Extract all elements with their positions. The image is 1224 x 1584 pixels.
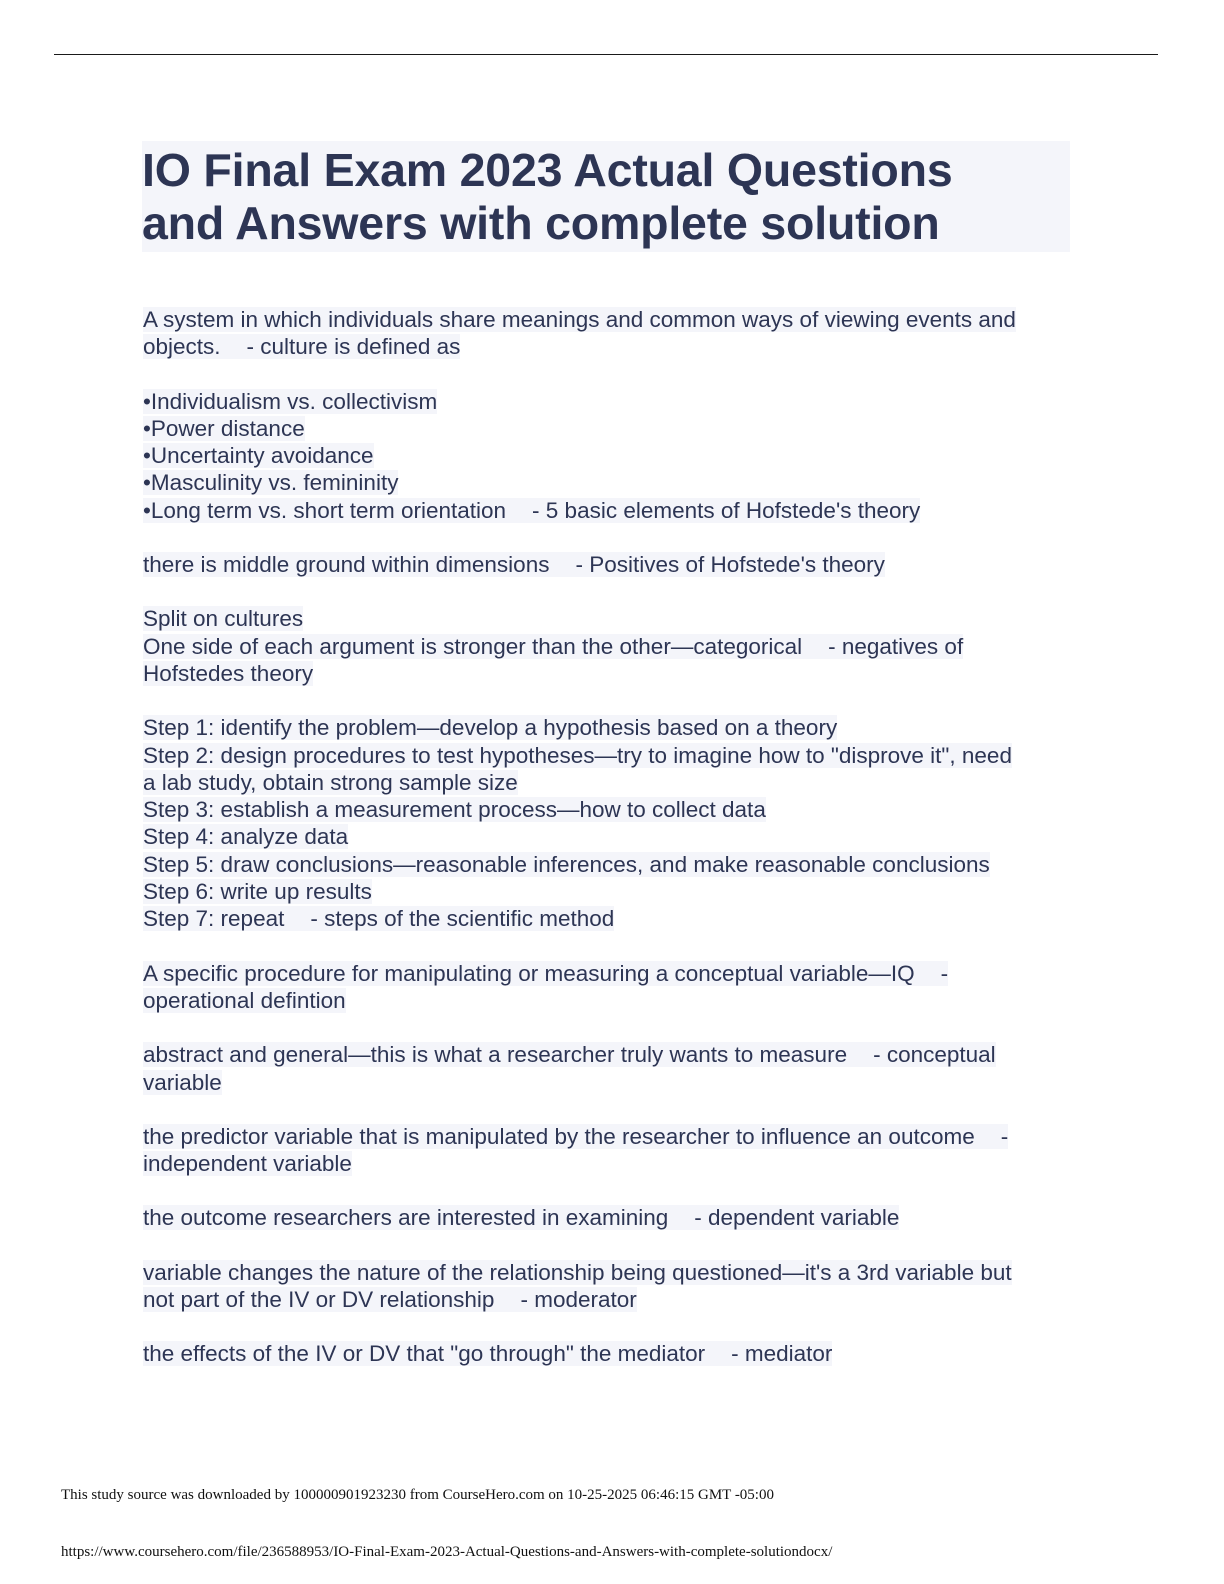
answer-text: - negatives of: [828, 633, 964, 659]
answer-text: variable: [143, 1069, 222, 1095]
question-text: •Masculinity vs. femininity: [143, 470, 399, 496]
question-text: Split on cultures: [143, 606, 304, 632]
question-text: the predictor variable that is manipulated by the researcher to influence an outcome: [143, 1123, 975, 1149]
answer-text: - 5 basic elements of Hofstede's theory: [532, 497, 921, 523]
question-text: Step 6: write up results: [143, 879, 372, 905]
answer-text: - steps of the scientific method: [310, 906, 615, 932]
question-text: A system in which individuals share meanings and common ways of viewing events and: [143, 307, 1016, 332]
question-text: variable changes the nature of the relationship being questioned—it's a 3rd variable but: [143, 1259, 1012, 1285]
title-line: and Answers with complete solution: [142, 197, 940, 249]
answer-text: -: [1000, 1123, 1009, 1149]
question-text: abstract and general—this is what a researcher truly wants to measure: [143, 1042, 848, 1068]
qa-item: [143, 1340, 1073, 1367]
qa-item: [143, 388, 1073, 524]
qa-item: [143, 1041, 1073, 1096]
question-text: Step 7: repeat: [143, 906, 285, 932]
qa-item: [143, 306, 1073, 361]
answer-text: -: [940, 960, 949, 986]
qa-item: [143, 960, 1073, 1015]
qa-item: [143, 1204, 1073, 1231]
answer-text: independent variable: [143, 1151, 352, 1177]
document-title: [142, 141, 1070, 252]
question-text: •Power distance: [143, 415, 305, 441]
top-rule: [54, 54, 1158, 55]
question-text: Step 2: design procedures to test hypotheses—try to imagine how to "disprove it", need: [143, 742, 1012, 768]
download-source-note: This study source was downloaded by 100000901923230 from CourseHero.com on 10-25-2025 06:46:15 GMT -05:00: [61, 1487, 774, 1503]
answer-text: - moderator: [520, 1287, 637, 1313]
question-text: •Long term vs. short term orientation: [143, 497, 507, 523]
question-text: One side of each argument is stronger than the other—categorical: [143, 633, 803, 659]
question-text: the outcome researchers are interested in examining: [143, 1205, 669, 1231]
question-text: not part of the IV or DV relationship: [143, 1287, 495, 1313]
question-text: a lab study, obtain strong sample size: [143, 769, 518, 795]
answer-text: operational defintion: [143, 987, 346, 1013]
question-text: there is middle ground within dimensions: [143, 552, 550, 578]
qa-item: [143, 605, 1073, 687]
qa-item: [143, 714, 1073, 932]
question-text: •Uncertainty avoidance: [143, 443, 374, 469]
answer-text: - Positives of Hofstede's theory: [575, 552, 885, 578]
question-text: Step 5: draw conclusions—reasonable inferences, and make reasonable conclusions: [143, 851, 990, 877]
question-text: the effects of the IV or DV that "go through" the mediator: [143, 1341, 706, 1367]
qa-item: [143, 1259, 1073, 1314]
question-text: A specific procedure for manipulating or measuring a conceptual variable—IQ: [143, 960, 915, 986]
answer-text: - culture is defined as: [246, 334, 461, 360]
question-text: Step 4: analyze data: [143, 824, 349, 850]
qa-item: [143, 551, 1073, 578]
answer-text: - conceptual: [873, 1042, 996, 1068]
question-text: Step 3: establish a measurement process—how to collect data: [143, 797, 766, 823]
question-text: objects.: [143, 334, 221, 360]
title-line: IO Final Exam 2023 Actual Questions: [142, 144, 953, 196]
qa-list: [143, 306, 1073, 1395]
qa-item: [143, 1123, 1073, 1178]
question-text: Step 1: identify the problem—develop a hypothesis based on a theory: [143, 715, 838, 741]
answer-text: - dependent variable: [694, 1205, 900, 1231]
question-text: •Individualism vs. collectivism: [143, 388, 438, 414]
answer-text: - mediator: [731, 1341, 833, 1367]
source-url[interactable]: https://www.coursehero.com/file/236588953/IO-Final-Exam-2023-Actual-Questions-and-Answers-with-complete-solutiondocx/: [61, 1544, 833, 1560]
question-text: Hofstedes theory: [143, 660, 314, 686]
